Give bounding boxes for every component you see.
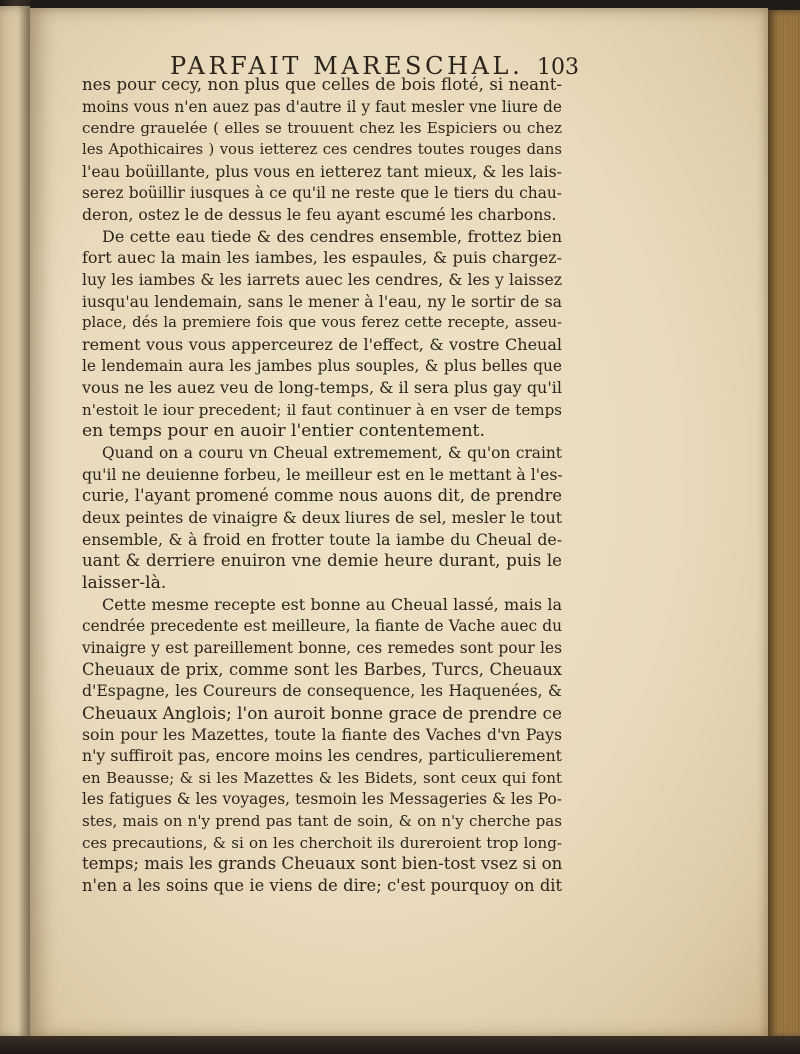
- text-line: vous ne les auez veu de long-temps, & il sera plus gay qu'il: [82, 378, 562, 398]
- text-line: deron, ostez le de dessus le feu ayant escumé les charbons.: [82, 204, 557, 224]
- text-line: deux peintes de vinaigre & deux liures de sel, mesler le tout: [82, 508, 563, 527]
- text-line: n'estoit le iour precedent; il faut continuer à en vser de temps: [82, 400, 562, 419]
- text-line: les fatigues & les voyages, tesmoin les Messageries & les Po-: [82, 790, 562, 809]
- text-line: le lendemain aura les jambes plus souples, & plus belles que: [82, 357, 562, 376]
- running-head-title: PARFAIT MARESCHAL.: [170, 52, 524, 80]
- text-line: place, dés la premiere fois que vous ferez cette recepte, asseu-: [82, 314, 562, 332]
- text-line: Cheuaux de prix, comme sont les Barbes, Turcs, Cheuaux: [82, 659, 562, 679]
- text-line: rement vous vous apperceurez de l'effect, & vostre Cheual: [82, 334, 562, 354]
- text-line: en Beausse; & si les Mazettes & les Bidets, sont ceux qui font: [82, 768, 562, 787]
- text-line: ces precautions, & si on les cherchoit ils dureroient trop long-: [82, 833, 562, 852]
- text-line: Quand on a couru vn Cheual extremement, & qu'on craint: [102, 444, 562, 463]
- text-line: ensemble, & à froid en frotter toute la iambe du Cheual de-: [82, 529, 562, 549]
- text-line: l'eau boüillante, plus vous en ietterez tant mieux, & les lais-: [82, 161, 562, 181]
- text-line: n'y suffiroit pas, encore moins les cendres, particulierement: [82, 746, 562, 766]
- text-line: De cette eau tiede & des cendres ensemble, frottez bien: [102, 226, 562, 246]
- text-line: cendre grauelée ( elles se trouuent chez les Espiciers ou chez: [82, 119, 562, 138]
- text-line: Cheuaux Anglois; l'on auroit bonne grace de prendre ce: [82, 702, 562, 723]
- text-line: serez boüillir iusques à ce qu'il ne reste que le tiers du chau-: [82, 184, 562, 203]
- text-line: moins vous n'en auez pas d'autre il y faut mesler vne liure de: [82, 97, 562, 116]
- text-line: laisser-là.: [82, 572, 167, 593]
- text-line: Cette mesme recepte est bonne au Cheual lassé, mais la: [102, 594, 562, 614]
- text-line: n'en a les soins que ie viens de dire; c'est pourquoy on dit: [82, 876, 562, 896]
- text-line: nes pour cecy, non plus que celles de bois floté, si neant-: [82, 75, 562, 94]
- text-line: vinaigre y est pareillement bonne, ces remedes sont pour les: [82, 638, 562, 657]
- text-line: uant & derriere enuiron vne demie heure durant, puis le: [82, 551, 562, 571]
- page-number: 103: [537, 55, 579, 80]
- text-line: iusqu'au lendemain, sans le mener à l'eau, ny le sortir de sa: [82, 291, 562, 311]
- text-line: qu'il ne deuienne forbeu, le meilleur est en le mettant à l'es-: [82, 464, 563, 484]
- text-line: curie, l'ayant promené comme nous auons dit, de prendre: [82, 486, 562, 506]
- facing-page-edge: [0, 6, 30, 1038]
- text-line: les Apothicaires ) vous ietterez ces cendres toutes rouges dans: [82, 140, 562, 158]
- text-line: cendrée precedente est meilleure, la fiante de Vache auec du: [82, 617, 562, 636]
- book-bottom-edge: [0, 1036, 800, 1054]
- text-line: d'Espagne, les Coureurs de consequence, les Haquenées, &: [82, 681, 562, 701]
- page-fore-edge: [768, 10, 800, 1038]
- text-line: luy les iambes & les iarrets auec les cendres, & les y laissez: [82, 269, 562, 289]
- text-line: soin pour les Mazettes, toute la fiante des Vaches d'vn Pays: [82, 724, 562, 744]
- text-line: temps; mais les grands Cheuaux sont bien-tost vsez si on: [82, 854, 563, 874]
- text-line: fort auec la main les iambes, les espaules, & puis chargez-: [82, 248, 562, 268]
- text-line: stes, mais on n'y prend pas tant de soin, & on n'y cherche pas: [82, 812, 562, 831]
- text-line: en temps pour en auoir l'entier contentement.: [82, 421, 485, 442]
